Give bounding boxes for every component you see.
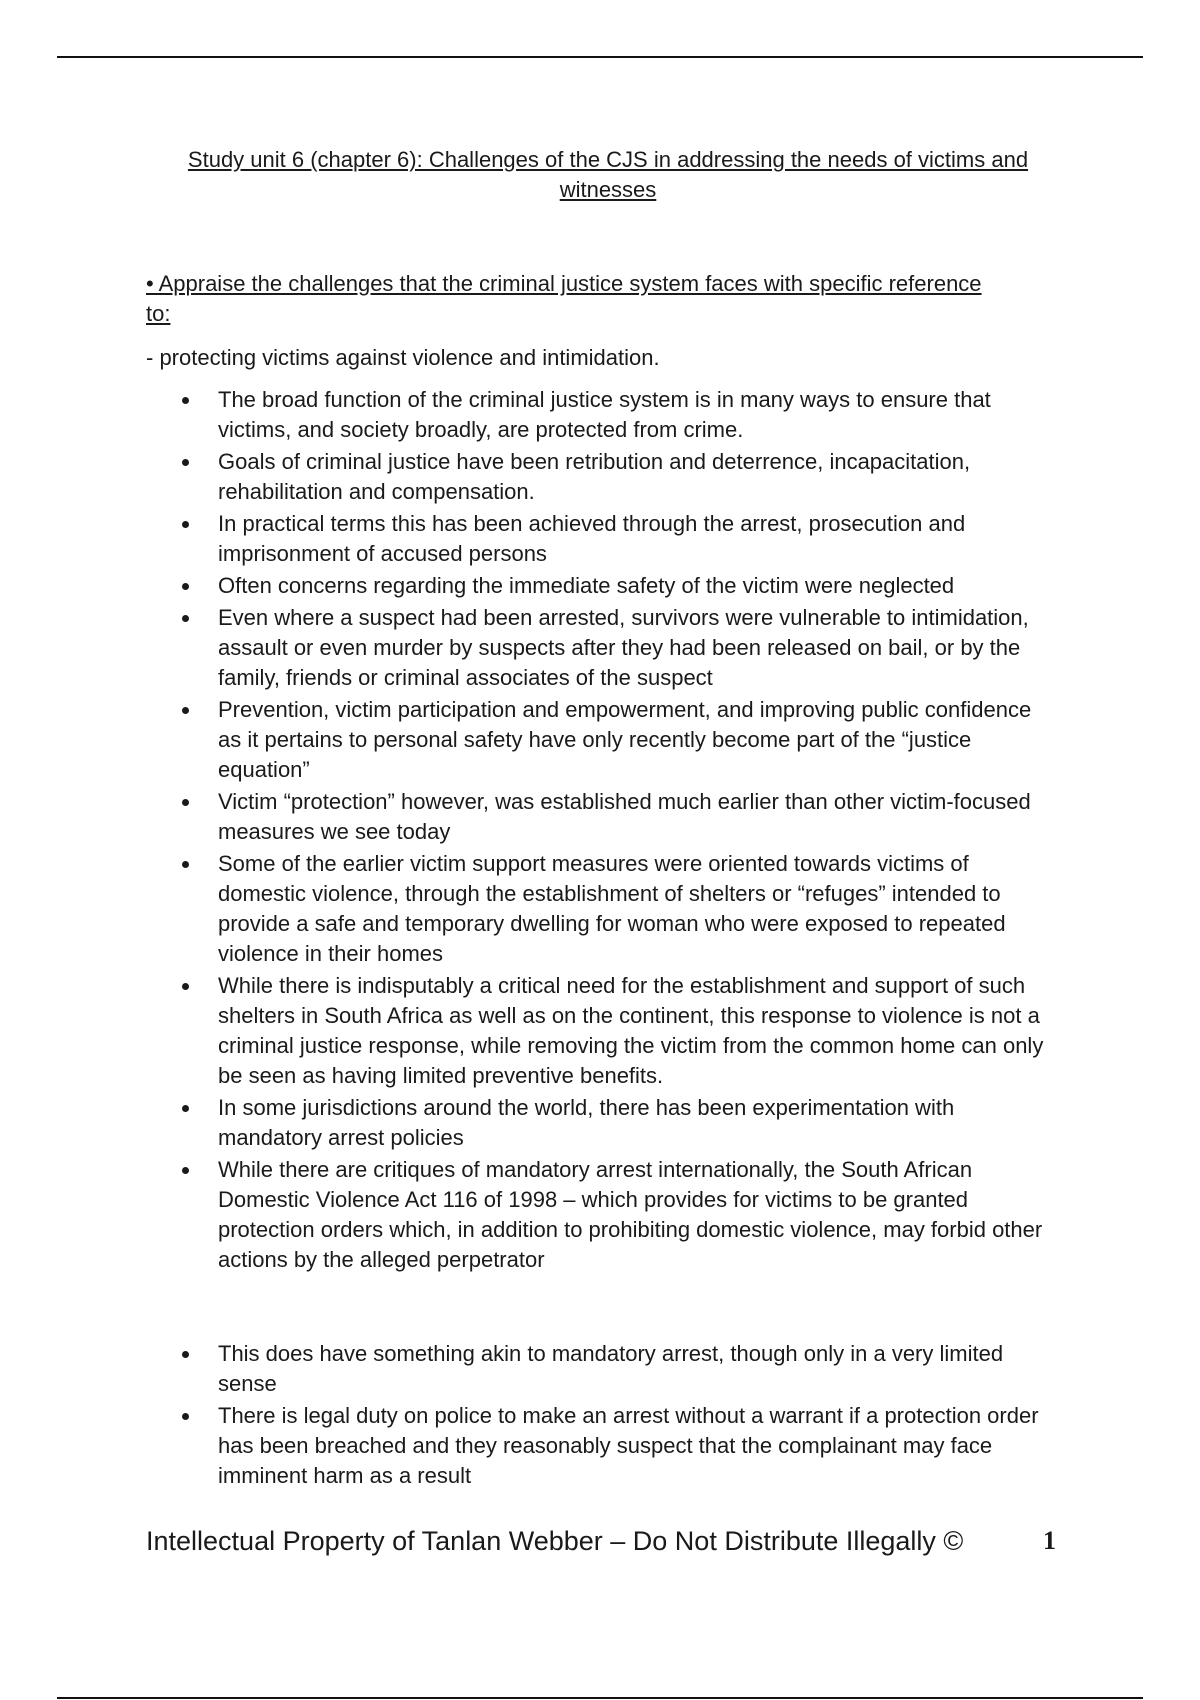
list-item-text: Some of the earlier victim support measures were oriented towards victims of domestic violence, through the establishment of shelters or “refuges” intended to provide a safe and temporary dwelling for woman who were exposed to repeated violence in their homes xyxy=(218,851,1006,966)
bullet-icon xyxy=(182,1167,189,1174)
page-number: 1 xyxy=(1043,1526,1056,1555)
bullet-icon xyxy=(182,1413,189,1420)
list-item xyxy=(146,509,1058,569)
bullet-icon xyxy=(182,459,189,466)
list-item-text: In some jurisdictions around the world, there has been experimentation with mandatory arrest policies xyxy=(218,1095,955,1150)
list-item xyxy=(146,571,1058,601)
list-item-text: Victim “protection” however, was established much earlier than other victim-focused measures we see today xyxy=(218,789,1031,844)
objective-text: • Appraise the challenges that the criminal justice system faces with specific reference to: xyxy=(146,271,982,326)
list-item xyxy=(146,385,1058,445)
bullet-icon xyxy=(182,861,189,868)
list-item xyxy=(146,447,1058,507)
list-item xyxy=(146,971,1058,1091)
bottom-rule xyxy=(57,1697,1143,1699)
list-item-text: Even where a suspect had been arrested, survivors were vulnerable to intimidation, assault or even murder by suspects after they had been released on bail, or by the family, friends or criminal associates of the suspect xyxy=(218,605,1029,690)
bullet-icon xyxy=(182,615,189,622)
top-rule xyxy=(57,56,1143,58)
list-item-text: Prevention, victim participation and empowerment, and improving public confidence as it pertains to personal safety have only recently become part of the “justice equation” xyxy=(218,697,1032,782)
bullet-icon xyxy=(182,583,189,590)
list-item-text: While there are critiques of mandatory arrest internationally, the South African Domestic Violence Act 116 of 1998 – which provides for victims to be granted protection orders which, in addition to prohibiting domestic violence, may forbid other actions by the alleged perpetrator xyxy=(218,1157,1043,1272)
page-footer xyxy=(146,1523,1056,1559)
list-item xyxy=(146,603,1058,693)
copyright-notice: Intellectual Property of Tanlan Webber – Do Not Distribute Illegally © xyxy=(146,1526,964,1556)
list-item xyxy=(146,787,1058,847)
list-item-text: The broad function of the criminal justice system is in many ways to ensure that victims, and society broadly, are protected from crime. xyxy=(218,387,991,442)
bullet-icon xyxy=(182,397,189,404)
list-item xyxy=(146,1093,1058,1153)
list-item xyxy=(146,695,1058,785)
list-item-text: In practical terms this has been achieved through the arrest, prosecution and imprisonment of accused persons xyxy=(218,511,966,566)
page-title: Study unit 6 (chapter 6): Challenges of the CJS in addressing the needs of victims and witnesses xyxy=(187,147,1029,202)
list-item-text: While there is indisputably a critical need for the establishment and support of such shelters in South Africa as well as on the continent, this response to violence is not a criminal justice response, while removing the victim from the common home can only be seen as having limited preventive benefits. xyxy=(218,973,1044,1088)
list-item xyxy=(146,849,1058,969)
list-item-text: There is legal duty on police to make an arrest without a warrant if a protection order has been breached and they reasonably suspect that the complainant may face imminent harm as a result xyxy=(218,1403,1039,1488)
bullet-icon xyxy=(182,799,189,806)
bullet-icon xyxy=(182,1105,189,1112)
list-item xyxy=(146,1401,1058,1491)
list-item xyxy=(146,1339,1058,1399)
list-item-text: Goals of criminal justice have been retribution and deterrence, incapacitation, rehabilitation and compensation. xyxy=(218,449,971,504)
bullet-list-secondary xyxy=(146,1339,1056,1491)
page-content xyxy=(146,145,1056,1493)
subpoint-heading: - protecting victims against violence and intimidation. xyxy=(146,345,660,370)
bullet-icon xyxy=(182,983,189,990)
bullet-icon xyxy=(182,1351,189,1358)
list-item-text: Often concerns regarding the immediate safety of the victim were neglected xyxy=(218,573,955,598)
list-item xyxy=(146,1155,1058,1275)
bullet-icon xyxy=(182,707,189,714)
bullet-icon xyxy=(182,521,189,528)
learning-objective xyxy=(146,269,986,329)
list-item-text: This does have something akin to mandatory arrest, though only in a very limited sense xyxy=(218,1341,1004,1396)
bullet-list-primary xyxy=(146,385,1056,1275)
